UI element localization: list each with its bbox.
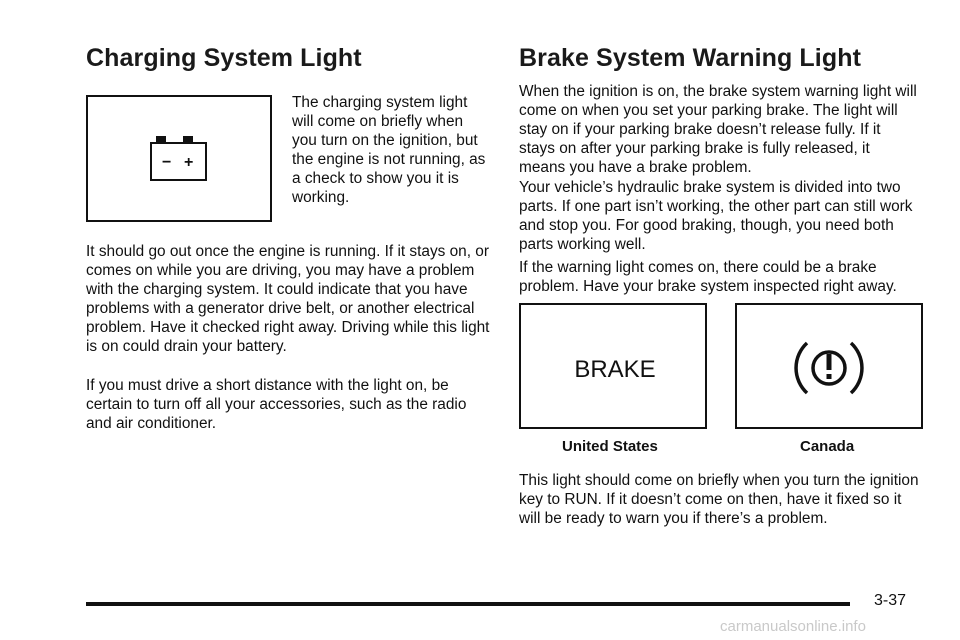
brake-us-figure: [519, 303, 707, 429]
footer-rule: [86, 602, 850, 606]
brake-us-caption: United States: [562, 438, 658, 455]
brake-warning-icon: [737, 305, 921, 427]
watermark: carmanualsonline.info: [720, 618, 866, 635]
battery-minus-symbol: −: [162, 154, 172, 171]
brake-paragraph-3: If the warning light comes on, there could be a brake problem. Have your brake system inspected right away.: [519, 259, 897, 295]
brake-system-heading: Brake System Warning Light: [519, 44, 862, 72]
page-number: 3-37: [874, 592, 907, 609]
charging-light-figure: [86, 95, 272, 222]
battery-plus-symbol: +: [184, 154, 194, 171]
brake-us-text: BRAKE: [574, 356, 656, 383]
charging-paragraph-2: If you must drive a short distance with the light on, be certain to turn off all your accessories, such as the radio and air conditioner.: [86, 377, 467, 432]
brake-paragraph-1: When the ignition is on, the brake system warning light will come on when you set your parking brake. The light will stay on if your parking brake doesn’t release fully. If it stays on after your parking brake is fully released, it means you have a brake problem.: [519, 83, 917, 176]
battery-icon: [88, 97, 270, 220]
charging-system-heading: Charging System Light: [86, 44, 362, 72]
brake-paragraph-after-figures: This light should come on briefly when you turn the ignition key to RUN. If it doesn’t come on then, have it fixed so it will be ready to warn you if there’s a problem.: [519, 472, 919, 527]
charging-figure-text: The charging system light will come on briefly when you turn on the ignition, but the engine is not running, as a check to show you it is working.: [292, 94, 486, 206]
brake-paragraph-2: Your vehicle’s hydraulic brake system is divided into two parts. If one part isn’t working, the other part can still work and stop you. For good braking, though, you need both parts working well.: [519, 179, 913, 253]
brake-canada-caption: Canada: [800, 438, 855, 455]
charging-paragraph-1: It should go out once the engine is running. If it stays on, or comes on while you are driving, you may have a problem with the charging system. It could indicate that you have problems with a generator drive belt, or another electrical problem. Have it checked right away. Driving while this light is on could drain your battery.: [86, 243, 490, 355]
brake-canada-figure: [735, 303, 923, 429]
